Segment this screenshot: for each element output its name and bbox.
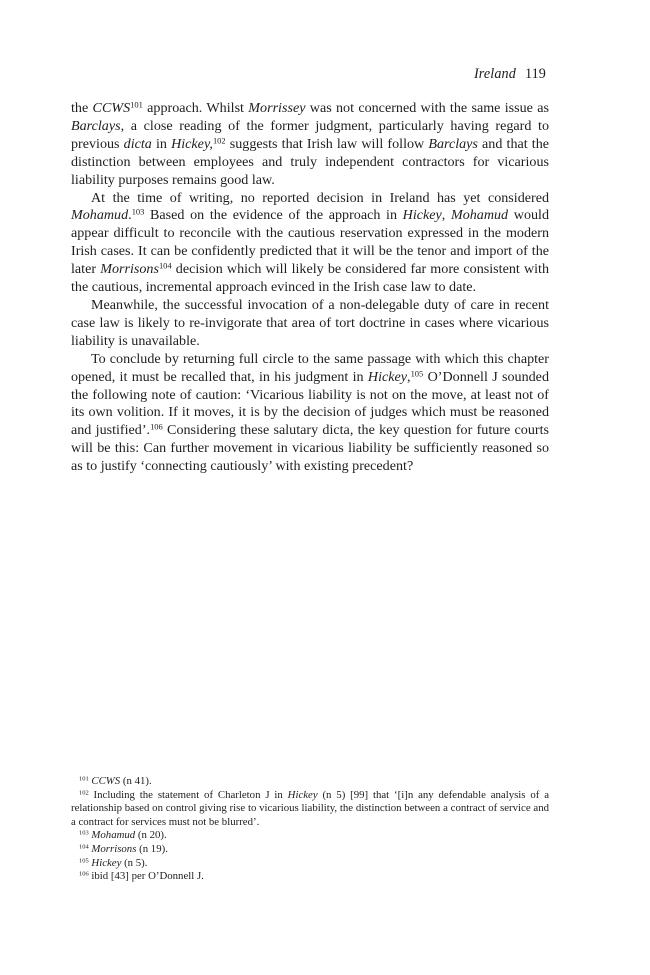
text-run: CCWS [92, 100, 131, 116]
text-run: Morrisons [100, 261, 159, 278]
text-run: ibid [43] per O’Donnell J. [88, 870, 204, 883]
text-run: Morrissey [248, 100, 306, 116]
footnote [71, 870, 549, 884]
text-run: , [209, 135, 213, 152]
text-run: Hickey [402, 207, 442, 224]
chapter-title: Ireland [473, 66, 516, 82]
note-reference: 105 [79, 857, 89, 864]
text-run: At the time of writing, no reported decision in Ireland has yet considered [91, 189, 549, 206]
note-reference: 106 [150, 421, 163, 432]
text-run: Hickey [287, 788, 318, 801]
paragraph [71, 190, 549, 297]
text-run: , [441, 207, 451, 224]
note-reference: 103 [79, 829, 89, 837]
text-run: (n 5) [99] that ‘[i]n any defendable analysis of a relationship based on control giving rise to vicarious liability, the distinction between a contract of service and a contract for services must not be blurred’. [71, 788, 549, 828]
text-run: Barclays [71, 117, 121, 134]
text-run: Hickey [171, 135, 210, 152]
text-run: , [407, 368, 411, 385]
text-run: Mohamud [450, 207, 509, 224]
body-text [71, 100, 549, 476]
footnotes [71, 775, 549, 884]
text-run: the [71, 100, 93, 116]
text-run: Including the statement of Charleton J in [88, 788, 288, 801]
text-run: Meanwhile, the successful invocation of a non-delegable duty of care in recent case law is likely to re-invigorate that area of tort doctrine in cases where vicarious liability is unavailable. [71, 296, 549, 349]
text-run: suggests that Irish law will follow [225, 135, 429, 152]
text-run: approach. Whilst [142, 100, 249, 116]
text-run: (n 41). [120, 775, 152, 787]
text-run: dicta [123, 135, 152, 152]
text-run: Based on the evidence of the approach in [144, 207, 403, 224]
text-run: was not concerned with the same issue as [305, 100, 549, 116]
note-reference: 106 [79, 870, 89, 878]
text-run: in [151, 135, 172, 152]
note-reference: 102 [79, 789, 89, 797]
note-reference: 104 [158, 260, 172, 271]
text-run: Hickey [91, 856, 122, 869]
text-run: To conclude by returning full circle to the same passage with which this chapter opened, it must be recalled that, in his judgment in [71, 350, 549, 385]
note-reference: 101 [130, 99, 143, 110]
text-run: (n 5). [121, 856, 148, 869]
text-run: (n 19). [136, 842, 168, 855]
text-run: CCWS [91, 775, 121, 787]
note-reference: 102 [212, 135, 226, 146]
text-run: , a close reading of the former judgment, particularly having regard to previous [71, 117, 549, 152]
paragraph [71, 351, 549, 476]
page-number: 119 [524, 66, 546, 82]
note-reference: 105 [410, 367, 424, 378]
footnote [71, 857, 549, 871]
text-run: Barclays [428, 135, 478, 152]
text-run: and that the distinction between employees and truly independent contractors for vicarious liability purposes remains good law. [71, 135, 550, 188]
note-reference: 104 [79, 843, 89, 851]
text-run: decision which will likely be considered far more consistent with the cautious, incremental approach evinced in the Irish case law to date. [71, 261, 550, 296]
note-reference: 103 [131, 206, 145, 217]
text-run: . [128, 207, 132, 224]
paragraph [71, 100, 549, 190]
footnote [71, 843, 549, 857]
paragraph [71, 297, 549, 351]
text-run: (n 20). [135, 829, 167, 842]
text-run: Mohamud [91, 829, 136, 842]
text-run: Considering these salutary dicta, the key question for future courts will be this: Can further movement in vicarious liability be sufficiently reasoned so as to justify ‘connecting cautiously’ with existing precedent? [71, 422, 549, 475]
text-run: Morrisons [91, 842, 137, 855]
text-run: would appear difficult to reconcile with the cautious reservation expressed in the modern Irish cases. It can be confidently predicted that it will be the tenor and import of the later [71, 207, 549, 278]
text-run: Hickey [367, 368, 408, 385]
footnote [71, 829, 549, 843]
footnote [71, 775, 549, 789]
text-run: Mohamud [71, 207, 129, 224]
running-header [474, 66, 546, 83]
text-run: O’Donnell J sounded the following note of caution: ‘Vicarious liability is not on the move, at least not of its own volition. If it moves, it is by the decision of judges which must be reasoned and justified’. [71, 368, 549, 439]
footnote [71, 789, 549, 830]
note-reference: 101 [79, 775, 89, 783]
